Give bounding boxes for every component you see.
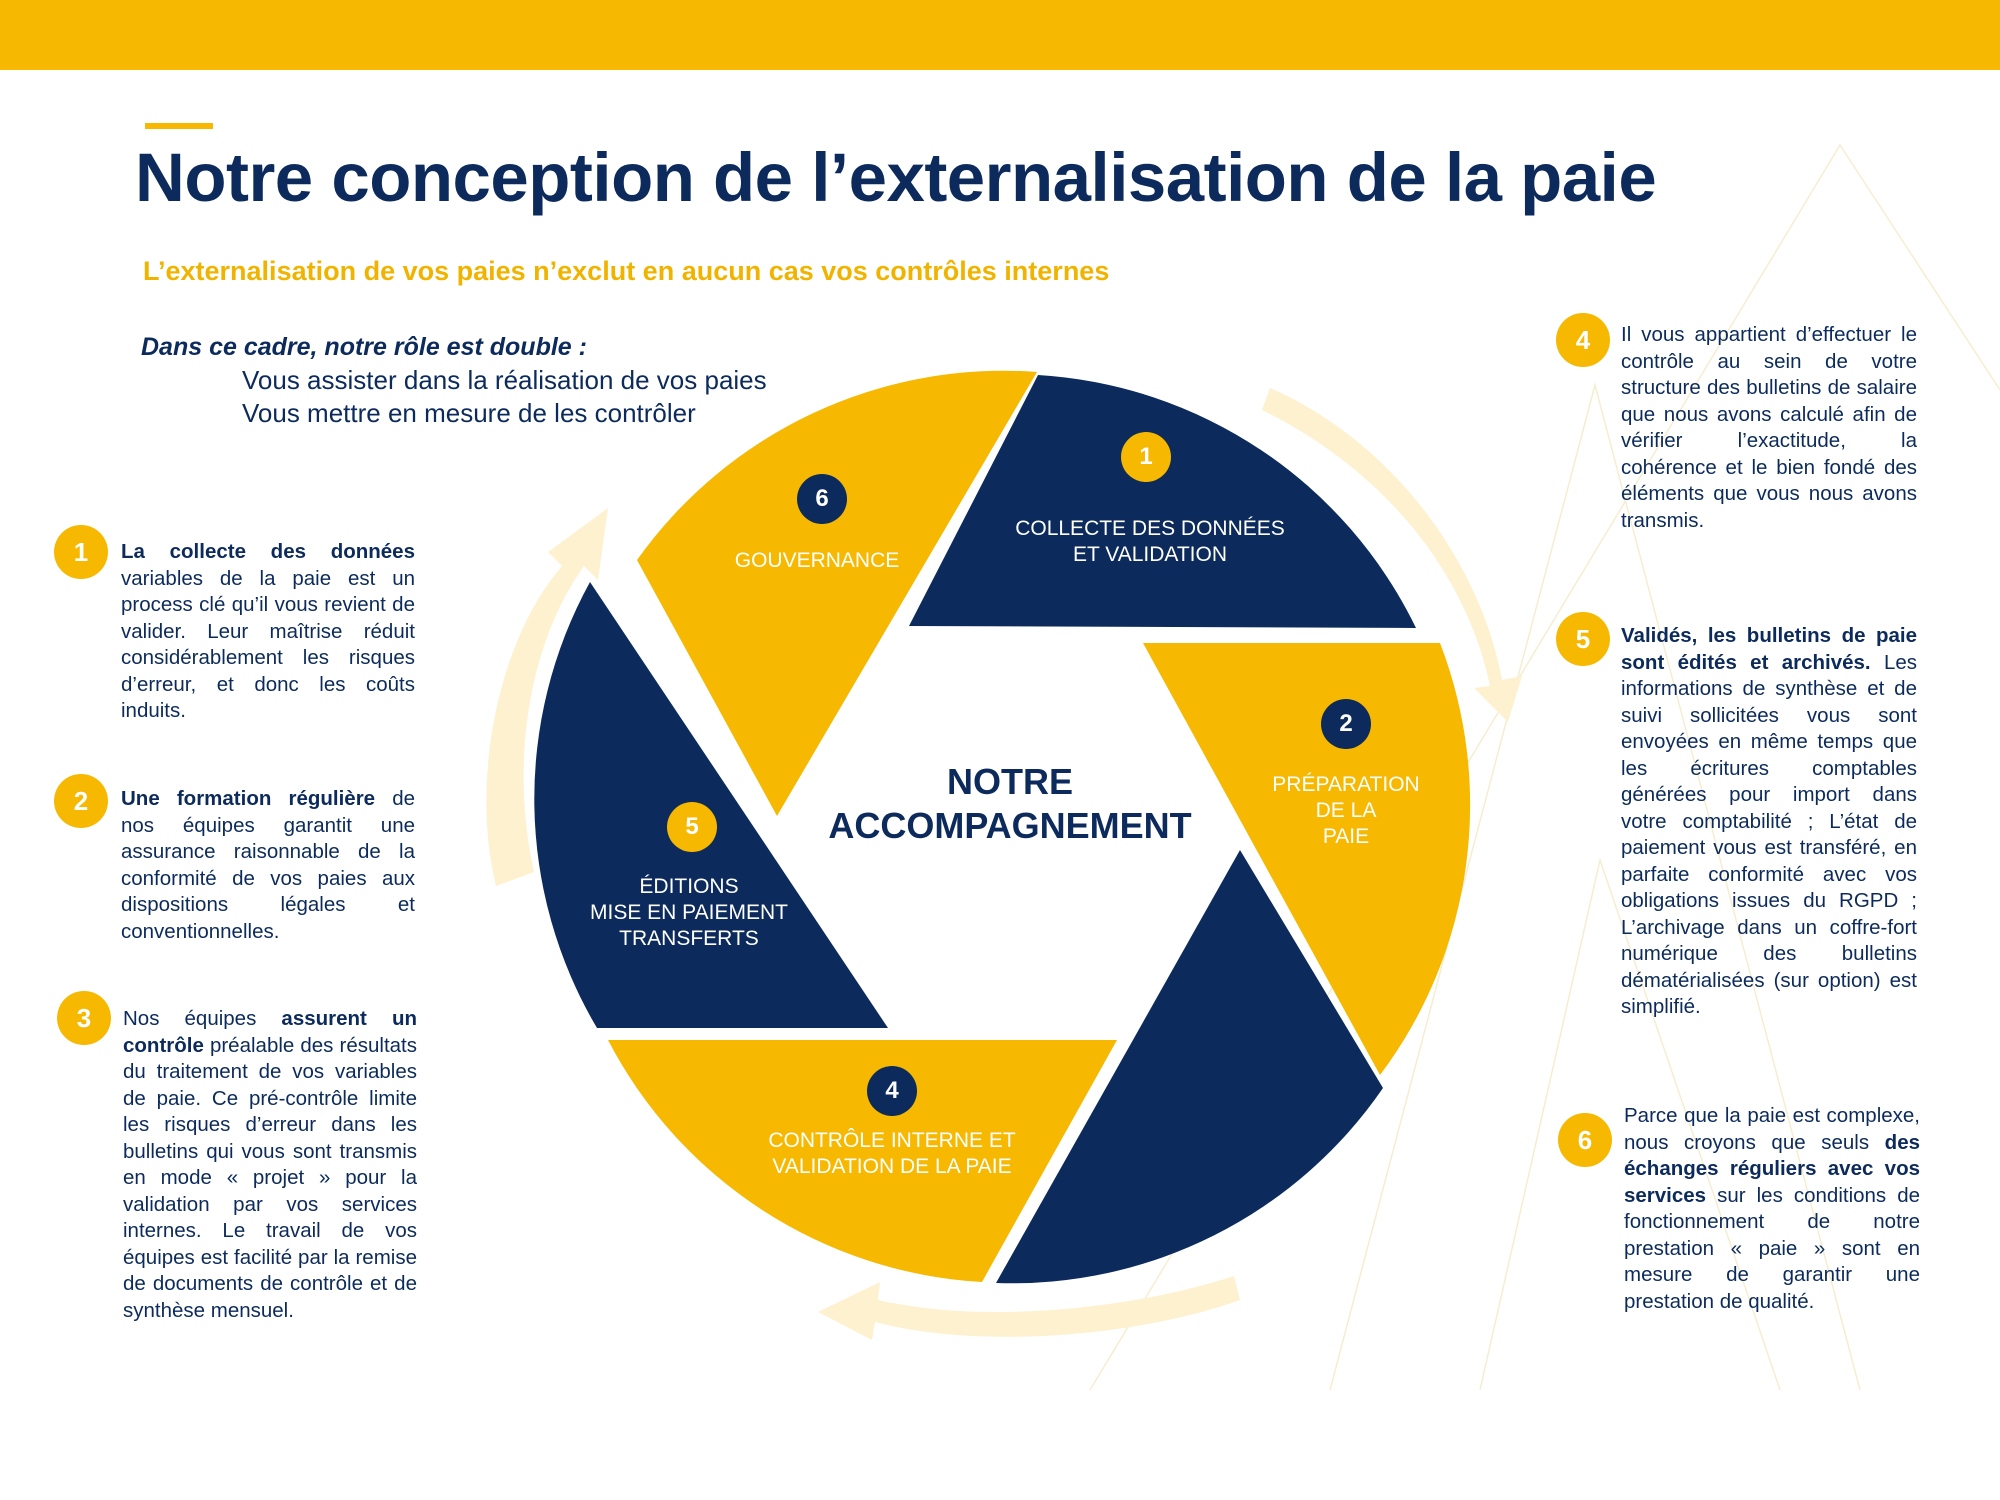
wheel-badge-4: 4 xyxy=(867,1066,917,1116)
wheel-badge-1: 1 xyxy=(1121,432,1171,482)
point-badge-2: 2 xyxy=(54,774,108,828)
point-description-3: Nos équipes assurent un contrôle préalable des résultats du traitement de vos variables de paie. Ce pré-contrôle limite les risques d’erreur dans les bulletins qui vous sont transmis en mode « projet » pour la validation par vos services internes. Le travail de vos équipes est facilité par la remise de documents de contrôle et de synthèse mensuel. xyxy=(123,1007,417,1322)
point-description-1: La collecte des données variables de la paie est un process clé qu’il vous revient de valider. Leur maîtrise réduit considérablement les risques d’erreur, et donc les coûts induits. xyxy=(121,540,415,722)
point-badge-6: 6 xyxy=(1558,1113,1612,1167)
segment-label-preparation: PRÉPARATION DE LA PAIE xyxy=(1272,773,1420,848)
point-badge-5: 5 xyxy=(1556,612,1610,666)
segment-label-gouvernance: GOUVERNANCE xyxy=(734,549,900,572)
wheel-badge-2: 2 xyxy=(1321,699,1371,749)
segment-label-editions: ÉDITIONS MISE EN PAIEMENT TRANSFERTS xyxy=(590,875,788,950)
wheel-center-title: NOTRE ACCOMPAGNEMENT xyxy=(828,761,1192,846)
point-badge-3: 3 xyxy=(57,991,111,1045)
point-badge-4: 4 xyxy=(1556,313,1610,367)
point-description-5: Validés, les bulletins de paie sont édités et archivés. Les informations de synthèse et de suivi sollicitées vous sont envoyées en même temps que les écritures comptables générées pour import dans votre comptabilité ; L’état de paiement vous est transféré, en parfaite conformité avec vos obligations issues du RGPD ; L’archivage dans un coffre-fort numérique des bulletins dématérialisées (sur option) est simplifié. xyxy=(1621,624,1918,1018)
segment-label-collecte: COLLECTE DES DONNÉES ET VALIDATION xyxy=(1015,517,1285,566)
role-heading: Dans ce cadre, notre rôle est double : xyxy=(141,333,587,361)
point-description-6: Parce que la paie est complexe, nous croyons que seuls des échanges réguliers avec vos services sur les conditions de fonctionnement de notre prestation « paie » sont en mesure de garantir une prestation de qualité. xyxy=(1624,1104,1920,1313)
point-description-2: Une formation régulière de nos équipes garantit une assurance raisonnable de la conformité de vos paies aux dispositions légales et conventionnelles. xyxy=(121,787,415,943)
segment-label-controle: CONTRÔLE INTERNE ET VALIDATION DE LA PAIE xyxy=(768,1129,1016,1178)
page-subtitle: L’externalisation de vos paies n’exclut en aucun cas vos contrôles internes xyxy=(143,256,1110,286)
point-description-4: Il vous appartient d’effectuer le contrôle au sein de votre structure des bulletins de salaire que nous avons calculé afin de vérifier l’exactitude, la cohérence et le bien fondé des éléments que vous nous avons transmis. xyxy=(1621,323,1917,532)
point-badge-1: 1 xyxy=(54,525,108,579)
page-title: Notre conception de l’externalisation de la paie xyxy=(135,139,1657,216)
role-line: Vous mettre en mesure de les contrôler xyxy=(242,398,696,428)
wheel-badge-6: 6 xyxy=(797,474,847,524)
wheel-badge-5: 5 xyxy=(667,802,717,852)
role-line: Vous assister dans la réalisation de vos paies xyxy=(242,365,767,395)
